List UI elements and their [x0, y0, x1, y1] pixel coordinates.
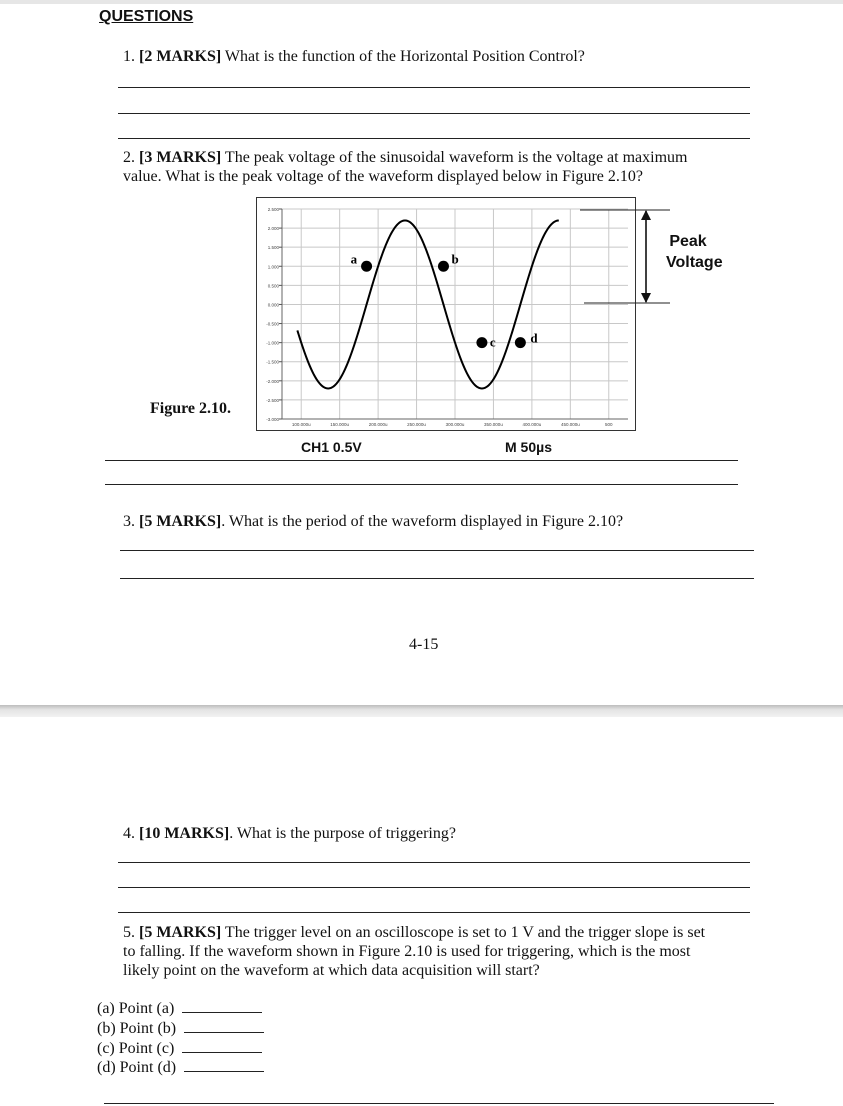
q5-text-line2: to falling. If the waveform shown in Figure 2.10 is used for triggering, which is the most — [123, 943, 691, 960]
page-number: 4-15 — [409, 636, 439, 653]
y-tick-label: -2.000 — [266, 378, 279, 384]
question-5 — [123, 923, 705, 980]
answer-line — [118, 113, 750, 114]
q1-text: What is the function of the Horizontal Position Control? — [221, 48, 585, 65]
y-tick-label: -1.500 — [266, 359, 279, 365]
y-tick-label: -3.000 — [266, 417, 279, 422]
q2-marks: [3 MARKS] — [139, 149, 222, 166]
option-c-label: (c) Point (c) — [97, 1040, 175, 1057]
q4-number: 4. — [123, 825, 135, 842]
question-1 — [123, 47, 585, 66]
point-c-label: c — [489, 334, 496, 350]
option-d-label: (d) Point (d) — [97, 1059, 177, 1076]
y-tick-label: -1.000 — [266, 340, 279, 346]
y-tick-label: 0.500 — [267, 283, 279, 289]
y-tick-label: 2.000 — [267, 226, 279, 232]
option-a-blank[interactable] — [182, 1012, 262, 1013]
y-tick-label: -0.500 — [266, 321, 279, 327]
answer-line — [118, 862, 750, 863]
peak-voltage-marker — [580, 205, 676, 307]
option-b-blank[interactable] — [184, 1032, 264, 1033]
option-b — [97, 1019, 264, 1039]
q5-text-line1: The trigger level on an oscilloscope is set to 1 V and the trigger slope is set — [221, 924, 706, 941]
time-scale-label: M 50µs — [505, 439, 552, 455]
option-c — [97, 1039, 262, 1059]
q2-number: 2. — [123, 149, 135, 166]
answer-line — [105, 484, 738, 485]
x-tick-label: 100.000u — [291, 422, 311, 427]
q5-number: 5. — [123, 924, 135, 941]
point-d-dot — [515, 337, 526, 348]
q4-text: . What is the purpose of triggering? — [229, 825, 456, 842]
option-c-blank[interactable] — [182, 1052, 262, 1053]
option-a — [97, 999, 262, 1019]
q3-text: . What is the period of the waveform displayed in Figure 2.10? — [221, 513, 624, 530]
point-c-dot — [476, 337, 487, 348]
point-b-dot — [438, 261, 449, 272]
y-tick-label: -2.500 — [266, 397, 279, 403]
y-tick-label: 1.500 — [267, 245, 279, 251]
point-d-label: d — [530, 330, 538, 346]
peak-voltage-label — [666, 231, 723, 273]
question-4 — [123, 824, 456, 843]
q3-marks: [5 MARKS] — [139, 513, 222, 530]
answer-line — [120, 550, 754, 551]
x-tick-label: 200.000u — [368, 422, 388, 427]
y-tick-label: 1.000 — [267, 264, 279, 270]
q5-text-line3: likely point on the waveform at which data acquisition will start? — [123, 962, 540, 979]
answer-line — [118, 138, 750, 139]
option-d — [97, 1058, 264, 1078]
channel-scale-label: CH1 0.5V — [301, 439, 362, 455]
option-d-blank[interactable] — [184, 1071, 264, 1072]
point-a-label: a — [350, 251, 358, 267]
oscilloscope-chart — [256, 197, 636, 431]
peak-label-line2: Voltage — [666, 254, 723, 271]
x-tick-label: 150.000u — [330, 422, 350, 427]
answer-line — [104, 1103, 774, 1104]
questions-heading: QUESTIONS — [99, 8, 194, 25]
question-3 — [123, 512, 623, 531]
y-tick-label: 2.500 — [267, 207, 279, 212]
point-a-dot — [361, 261, 372, 272]
answer-line — [120, 578, 754, 579]
answer-line — [118, 887, 750, 888]
q2-text-line2: value. What is the peak voltage of the waveform displayed below in Figure 2.10? — [123, 168, 643, 185]
x-tick-label: 450.000u — [560, 422, 580, 427]
x-tick-label: 350.000u — [484, 422, 503, 427]
q3-number: 3. — [123, 513, 135, 530]
top-shade — [0, 0, 843, 4]
x-tick-label: 400.000u — [522, 422, 542, 427]
x-tick-label: 250.000u — [407, 422, 426, 427]
y-tick-label: 0.000 — [267, 302, 279, 308]
option-b-label: (b) Point (b) — [97, 1020, 177, 1037]
answer-line — [118, 912, 750, 913]
x-tick-label: 300.000u — [445, 422, 465, 427]
q2-text-line1: The peak voltage of the sinusoidal waveform is the voltage at maximum — [221, 149, 688, 166]
q1-number: 1. — [123, 48, 135, 65]
point-b-label: b — [451, 251, 459, 267]
question-2 — [123, 148, 687, 186]
page-break — [0, 705, 843, 717]
figure-label: Figure 2.10. — [150, 400, 232, 417]
q1-marks: [2 MARKS] — [139, 48, 222, 65]
q5-marks: [5 MARKS] — [139, 924, 222, 941]
answer-line — [105, 460, 738, 461]
option-a-label: (a) Point (a) — [97, 1000, 175, 1017]
x-tick-label: 500 — [605, 422, 613, 427]
answer-line — [118, 87, 750, 88]
q4-marks: [10 MARKS] — [139, 825, 230, 842]
peak-label-line1: Peak — [669, 233, 707, 250]
